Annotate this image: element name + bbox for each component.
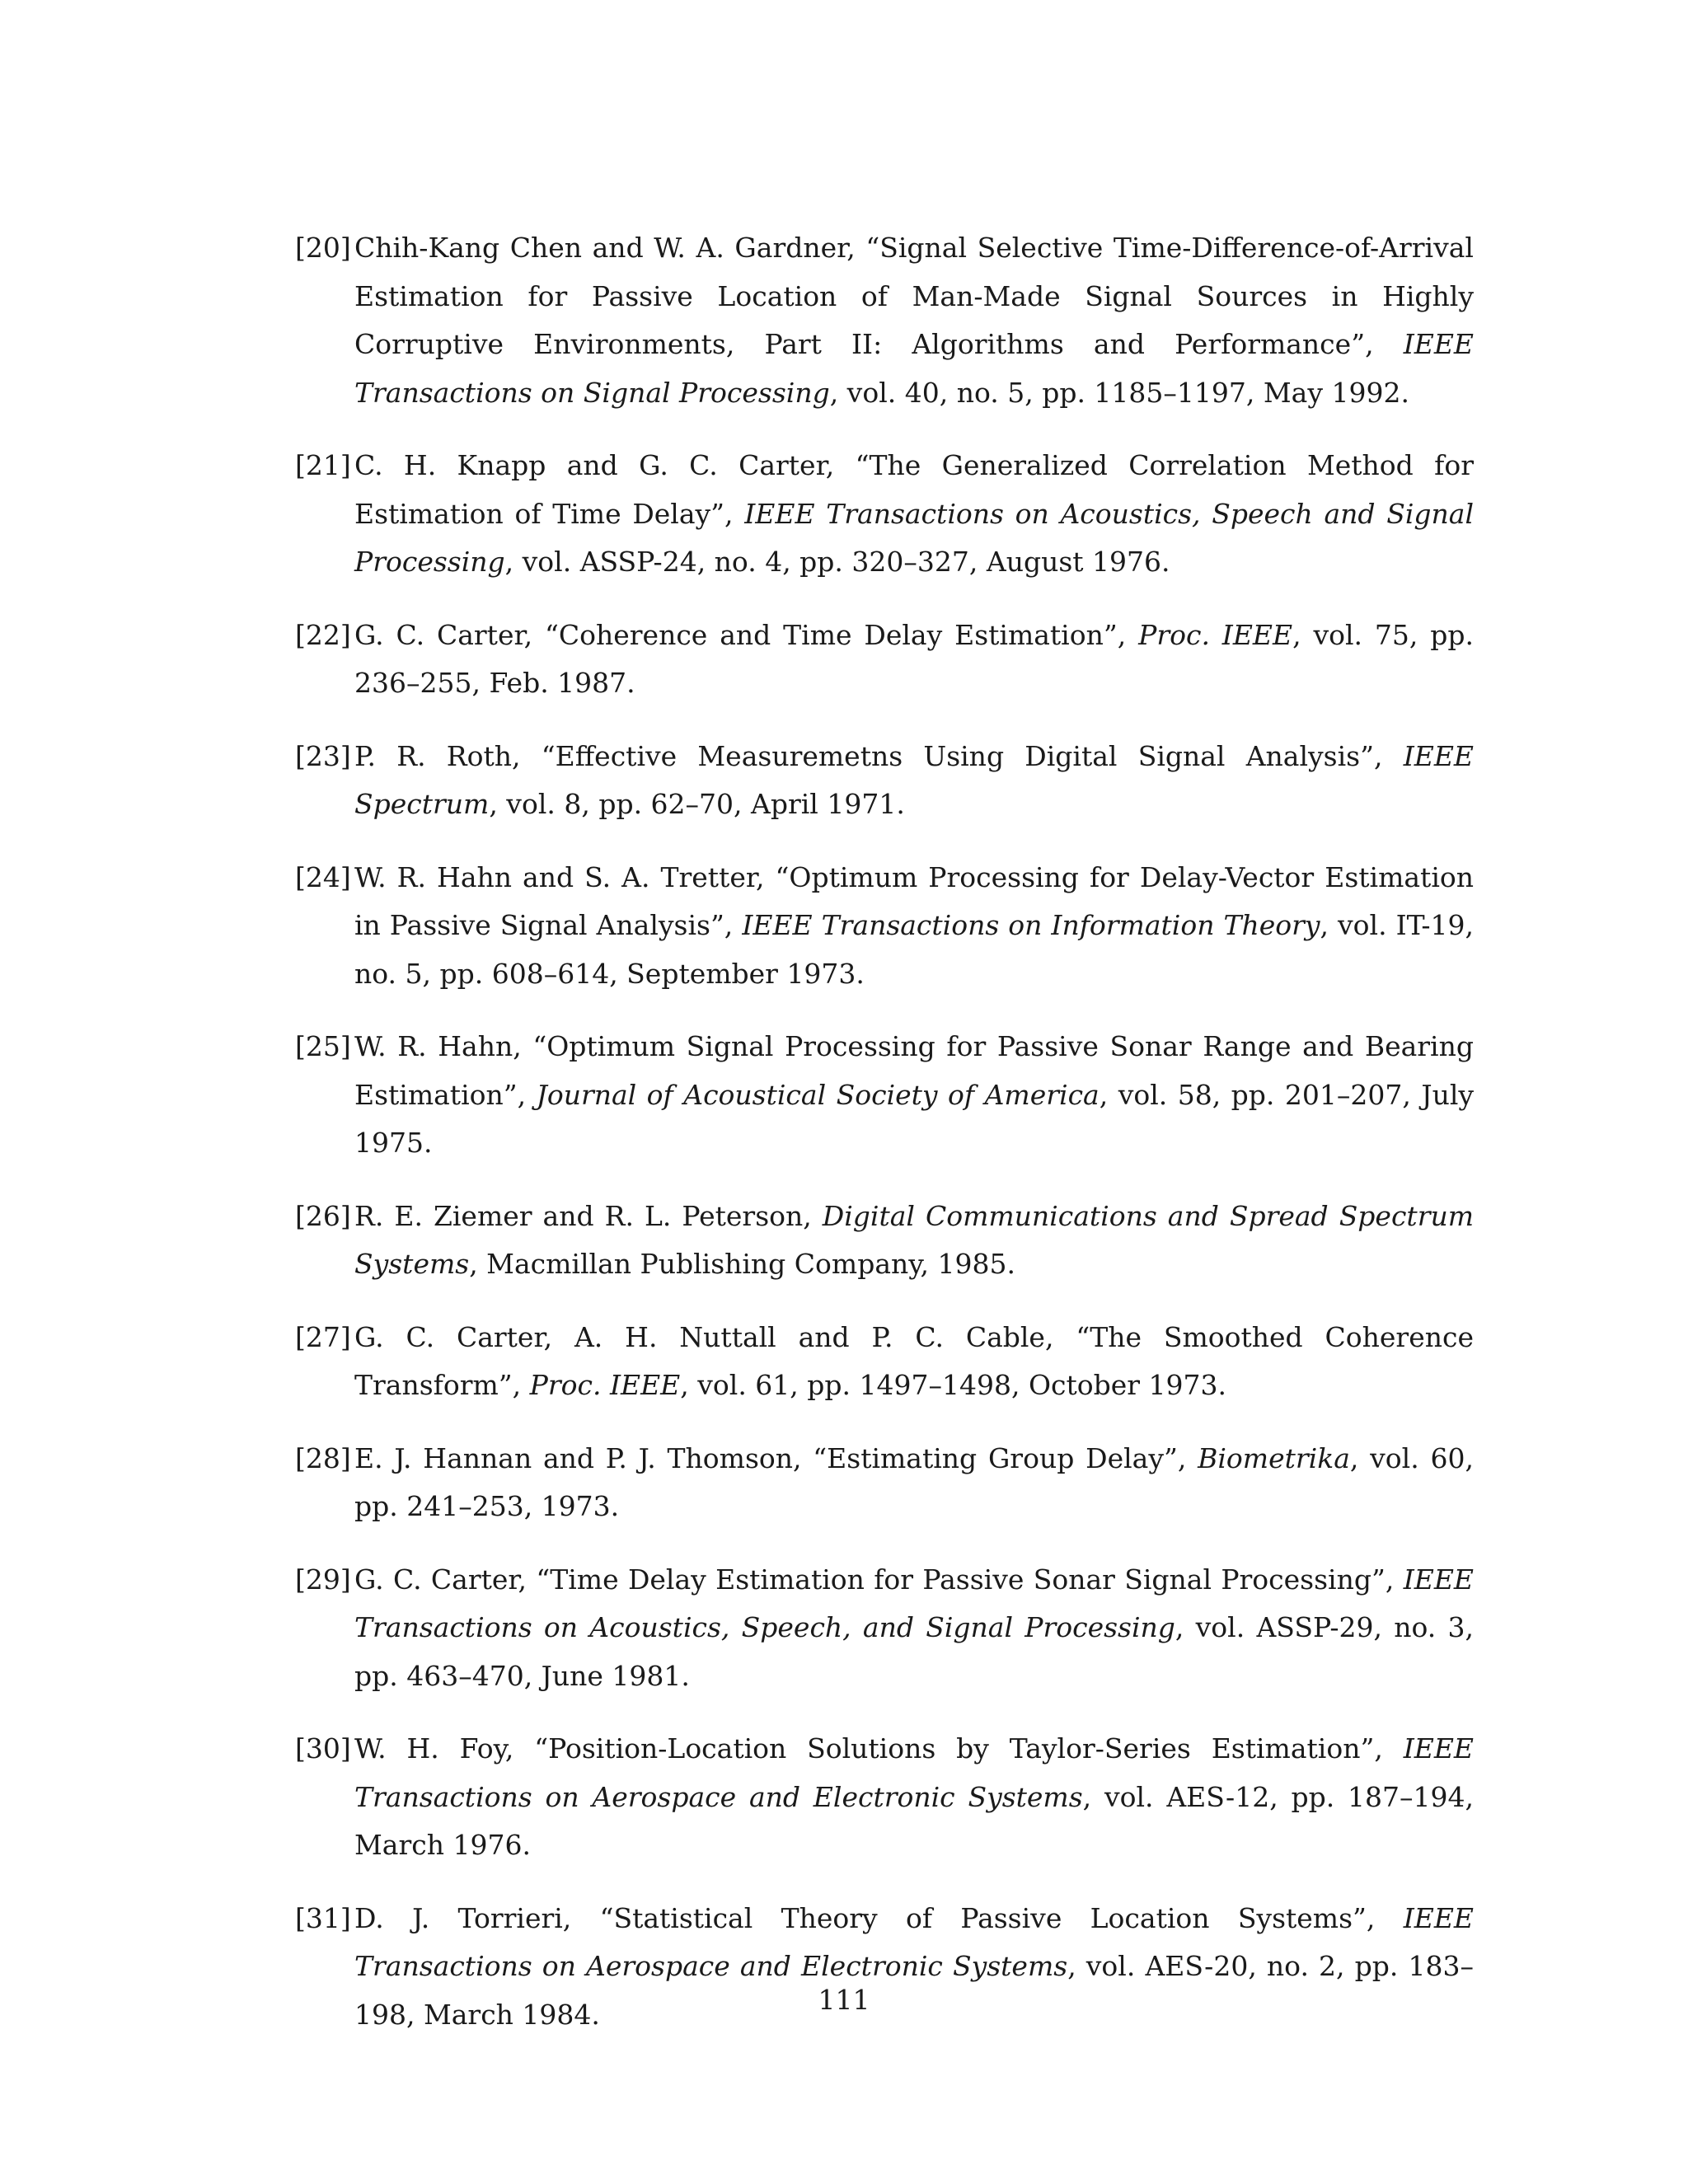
- reference-number: [23]: [295, 739, 351, 772]
- reference-source-title: IEEE Transactions on Information Theory: [742, 909, 1320, 941]
- reference-text-segment: , vol. ASSP-29, no. 3, pp. 463–470, June 1981.: [354, 1611, 1474, 1692]
- reference-source-title: IEEE Transactions on Acoustics, Speech and Signal Processing: [354, 497, 1475, 578]
- reference-text-segment: G. C. Carter, A. H. Nuttall and P. C. Cable, “The Smoothed Coherence Transform”,: [354, 1320, 1474, 1401]
- reference-text-segment: Chih-Kang Chen and W. A. Gardner, “Signal Selective Time-Difference-of-Arrival Estimation for Passive Location of Man-Made Signal Sources in Highly Corruptive Environments, Part II: Algorithms and Performance”,: [354, 232, 1474, 360]
- reference-text-segment: W. H. Foy, “Position-Location Solutions by Taylor-Series Estimation”,: [354, 1732, 1404, 1765]
- reference-item: [295, 1435, 1474, 1531]
- reference-source-title: Proc. IEEE: [529, 1369, 681, 1401]
- page-number: 111: [818, 1984, 870, 2016]
- reference-text-segment: D. J. Torrieri, “Statistical Theory of Passive Location Systems”,: [354, 1901, 1404, 1934]
- reference-text: [354, 1030, 1474, 1159]
- reference-number: [20]: [295, 232, 351, 264]
- reference-text-segment: , vol. 58, pp. 201–207, July 1975.: [354, 1078, 1475, 1159]
- reference-number: [26]: [295, 1199, 351, 1232]
- reference-source-title: Digital Communications and Spread Spectrum Systems: [354, 1199, 1475, 1280]
- reference-text-segment: , vol. IT-19, no. 5, pp. 608–614, September 1973.: [354, 909, 1474, 990]
- reference-number: [27]: [295, 1320, 351, 1353]
- reference-text: [354, 740, 1474, 821]
- reference-source-title: IEEE Transactions on Signal Processing: [354, 328, 1474, 409]
- reference-text-segment: , vol. 60, pp. 241–253, 1973.: [354, 1441, 1474, 1522]
- reference-text: [354, 449, 1474, 578]
- reference-text-segment: , vol. 8, pp. 62–70, April 1971.: [489, 788, 905, 820]
- reference-number: [31]: [295, 1901, 351, 1934]
- reference-text-segment: , vol. 40, no. 5, pp. 1185–1197, May 1992.: [829, 376, 1409, 409]
- reference-source-title: Biometrika: [1198, 1441, 1350, 1474]
- reference-item: [295, 224, 1474, 417]
- reference-item: [295, 1193, 1474, 1289]
- reference-number: [22]: [295, 618, 351, 651]
- reference-number: [24]: [295, 860, 351, 893]
- reference-source-title: Journal of Acoustical Society of America: [536, 1078, 1100, 1111]
- reference-source-title: IEEE Transactions on Aerospace and Electronic Systems: [354, 1901, 1474, 1982]
- reference-text-segment: W. R. Hahn, “Optimum Signal Processing for Passive Sonar Range and Bearing Estimation”,: [354, 1030, 1474, 1111]
- reference-item: [295, 1023, 1474, 1168]
- reference-item: [295, 612, 1474, 708]
- reference-text: [354, 1200, 1474, 1281]
- reference-source-title: IEEE Transactions on Acoustics, Speech, and Signal Processing: [354, 1563, 1474, 1643]
- reference-text: [354, 619, 1474, 700]
- reference-item: [295, 1314, 1474, 1410]
- reference-text: [354, 232, 1474, 409]
- reference-item: [295, 733, 1474, 829]
- reference-text-segment: , vol. 61, pp. 1497–1498, October 1973.: [680, 1369, 1227, 1401]
- reference-number: [25]: [295, 1030, 351, 1062]
- reference-text-segment: W. R. Hahn and S. A. Tretter, “Optimum Processing for Delay-Vector Estimation in Passive Signal Analysis”,: [354, 860, 1474, 941]
- reference-number: [30]: [295, 1732, 351, 1765]
- reference-text-segment: , vol. AES-12, pp. 187–194, March 1976.: [354, 1780, 1474, 1861]
- reference-item: [295, 1556, 1474, 1701]
- reference-source-title: IEEE Spectrum: [354, 739, 1474, 820]
- reference-item: [295, 442, 1474, 587]
- reference-text-segment: G. C. Carter, “Time Delay Estimation for Passive Sonar Signal Processing”,: [354, 1563, 1404, 1596]
- reference-text: [354, 1563, 1474, 1692]
- reference-text: [354, 1442, 1474, 1523]
- reference-text: [354, 861, 1474, 990]
- reference-text-segment: P. R. Roth, “Effective Measuremetns Using Digital Signal Analysis”,: [354, 739, 1404, 772]
- reference-text-segment: , vol. 75, pp. 236–255, Feb. 1987.: [354, 618, 1474, 699]
- reference-item: [295, 1725, 1474, 1870]
- reference-text: [354, 1321, 1474, 1402]
- reference-source-title: IEEE Transactions on Aerospace and Electronic Systems: [354, 1732, 1474, 1813]
- reference-text-segment: , Macmillan Publishing Company, 1985.: [469, 1248, 1015, 1280]
- reference-text-segment: R. E. Ziemer and R. L. Peterson,: [354, 1199, 823, 1232]
- reference-number: [29]: [295, 1563, 351, 1596]
- reference-text-segment: , vol. AES-20, no. 2, pp. 183–198, March 1984.: [354, 1950, 1474, 2031]
- reference-number: [21]: [295, 449, 351, 481]
- reference-text-segment: G. C. Carter, “Coherence and Time Delay Estimation”,: [354, 618, 1139, 651]
- reference-number: [28]: [295, 1441, 351, 1474]
- reference-text-segment: E. J. Hannan and P. J. Thomson, “Estimating Group Delay”,: [354, 1441, 1198, 1474]
- reference-text: [354, 1732, 1474, 1861]
- reference-item: [295, 854, 1474, 999]
- reference-text-segment: C. H. Knapp and G. C. Carter, “The Generalized Correlation Method for Estimation of Time Delay”,: [354, 449, 1474, 530]
- reference-list: [295, 224, 1474, 2064]
- reference-source-title: Proc. IEEE: [1138, 618, 1293, 651]
- reference-text-segment: , vol. ASSP-24, no. 4, pp. 320–327, August 1976.: [504, 546, 1170, 578]
